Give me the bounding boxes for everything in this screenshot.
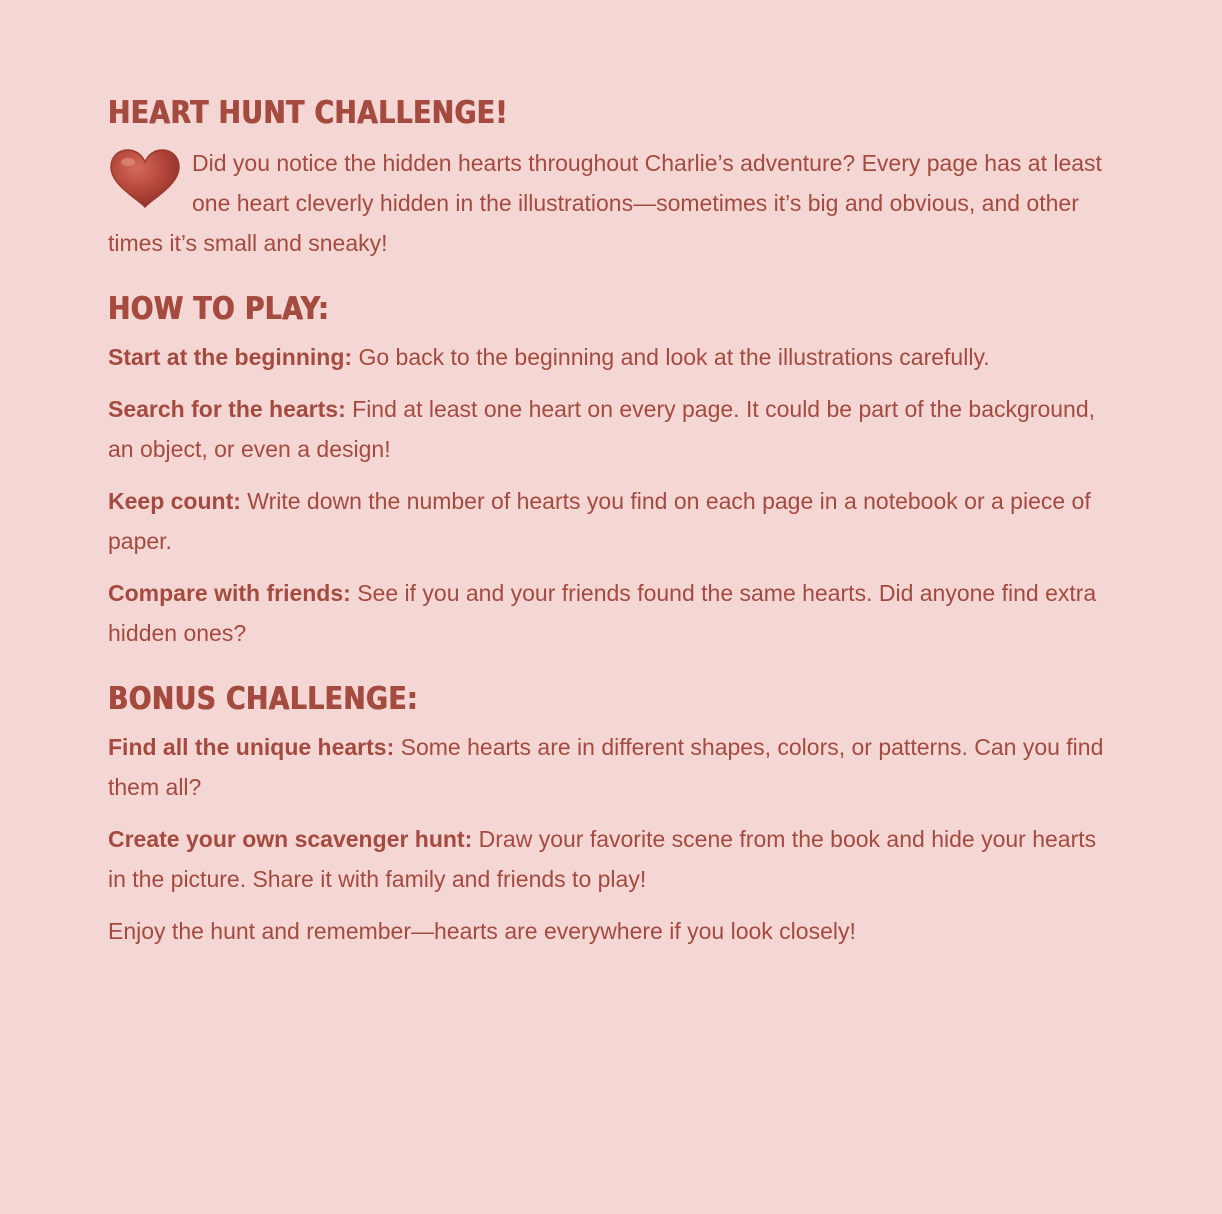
intro-paragraph xyxy=(108,143,1118,263)
how-to-play-title: HOW TO PLAY: xyxy=(108,291,330,327)
bonus-challenge-section xyxy=(108,681,1118,951)
activity-page xyxy=(108,95,1118,951)
how-to-play-section xyxy=(108,291,1118,653)
item-label: Start at the beginning: xyxy=(108,344,353,370)
intro-text: Did you notice the hidden hearts throughout Charlie’s adventure? Every page has at least one heart cleverly hidden in the illustrations—sometimes it’s big and obvious, and other times it’s small and sneaky! xyxy=(108,150,1102,256)
heart-icon xyxy=(108,147,182,211)
item-label: Create your own scavenger hunt: xyxy=(108,826,473,852)
list-item xyxy=(108,819,1118,899)
item-label: Keep count: xyxy=(108,488,241,514)
item-label: Find all the unique hearts: xyxy=(108,734,395,760)
heart-hunt-title: HEART HUNT CHALLENGE! xyxy=(108,95,508,131)
list-item xyxy=(108,337,1118,377)
item-label: Search for the hearts: xyxy=(108,396,346,422)
item-text: Write down the number of hearts you find on each page in a notebook or a piece of paper. xyxy=(108,488,1091,554)
item-text: Go back to the beginning and look at the illustrations carefully. xyxy=(352,344,990,370)
list-item xyxy=(108,573,1118,653)
item-text: See if you and your friends found the same hearts. Did anyone find extra hidden ones? xyxy=(108,580,1097,646)
list-item xyxy=(108,727,1118,807)
item-text: Draw your favorite scene from the book and hide your hearts in the picture. Share it with family and friends to play! xyxy=(108,826,1097,892)
item-text: Find at least one heart on every page. It could be part of the background, an object, or even a design! xyxy=(108,396,1096,462)
item-text: Some hearts are in different shapes, colors, or patterns. Can you find them all? xyxy=(108,734,1104,800)
closing-text: Enjoy the hunt and remember—hearts are everywhere if you look closely! xyxy=(108,918,856,944)
list-item xyxy=(108,481,1118,561)
list-item xyxy=(108,389,1118,469)
item-label: Compare with friends: xyxy=(108,580,351,606)
bonus-challenge-title: BONUS CHALLENGE: xyxy=(108,681,419,717)
